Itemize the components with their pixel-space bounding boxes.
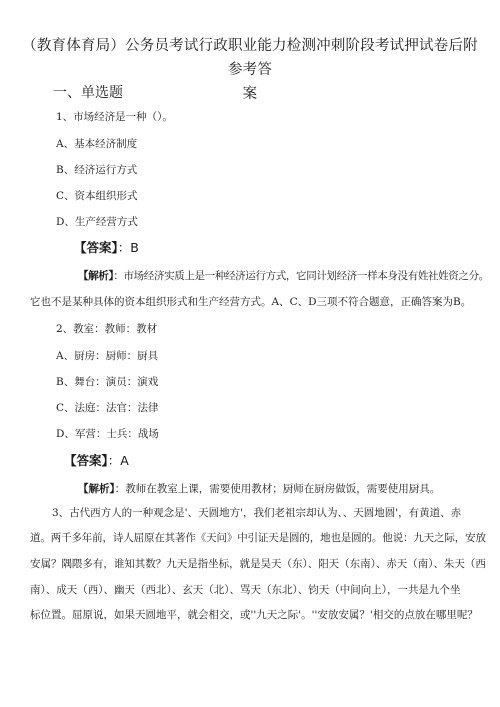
q1-option-a: A、基本经济制度 xyxy=(56,138,138,150)
q1-answer-value: ：B xyxy=(117,240,139,255)
q2-explanation-line-1 xyxy=(78,482,440,496)
q2-option-c: C、法庭：法官：法律 xyxy=(56,402,159,414)
q2-explain-tag: 【解析】 xyxy=(78,483,115,495)
q2-explain-text-1: ：教师在教室上课，需要使用教材；厨师在厨房做饭，需要使用厨具。 xyxy=(114,483,441,495)
q1-option-b: B、经济运行方式 xyxy=(56,164,138,176)
q3-line-1: 3、古代西方人的一种观念是'、天圆地方'，我们老祖宗却认为、、天圆地圆'，有黄道、赤 xyxy=(52,507,462,519)
q3-line-2: 道。两千多年前，诗人屈原在其著作《天问》中引证天是圆的，地也是圆的。他说：九天之际，安放 xyxy=(30,532,486,544)
title-line-2: 案 xyxy=(242,86,258,102)
q2-stem: 2、教室：教师：教材 xyxy=(56,323,158,335)
q1-answer xyxy=(74,239,139,257)
q1-explain-tag: 【解析】 xyxy=(78,270,114,282)
q3-line-5: 标位置。屈原说，如果天圆地平，就会相交，或''九天之际'。''安放安属？'相交的点放在哪里呢？ xyxy=(30,609,478,621)
q2-option-b: B、舞台：演员：演戏 xyxy=(56,376,159,388)
q3-line-3: 安属？隅隈多有，谁知其数？九天是指坐标，就是昊天（东）、阳天（东南）、赤天（南）、朱天（西 xyxy=(30,558,486,570)
section-heading: 一、单选题 xyxy=(53,85,123,101)
title-line-1: （教育体育局）公务员考试行政职业能力检测冲刺阶段考试押试卷后附参考答 xyxy=(22,38,478,78)
q2-answer-value: ：A xyxy=(107,453,129,468)
q2-option-d: D、军营：士兵：战场 xyxy=(56,428,159,440)
q1-explain-text-1: ：市场经济实质上是一种经济运行方式，它同计划经济一样本身没有姓社姓资之分。 xyxy=(113,270,489,282)
q1-answer-tag: 【答案】 xyxy=(74,240,118,255)
q1-explanation-line-1 xyxy=(78,269,489,283)
q1-explanation-line-2: 它也不是某种具体的资本组织形式和生产经营方式。A、C、D三项不符合题意，正确答案为B。 xyxy=(30,296,472,308)
q1-option-d: D、生产经营方式 xyxy=(56,216,138,228)
q2-answer xyxy=(64,452,129,470)
q1-option-c: C、资本组织形式 xyxy=(56,190,138,202)
q3-line-4: 南）、成天（西）、幽天（西北）、玄天（北）、骂天（东北）、钧天（中间向上），一共是九个坐 xyxy=(30,584,461,596)
q2-answer-tag: 【答案】 xyxy=(64,453,108,468)
q1-stem: 1、市场经济是一种（）。 xyxy=(56,111,173,123)
q2-option-a: A、厨房：厨师：厨具 xyxy=(56,350,159,362)
